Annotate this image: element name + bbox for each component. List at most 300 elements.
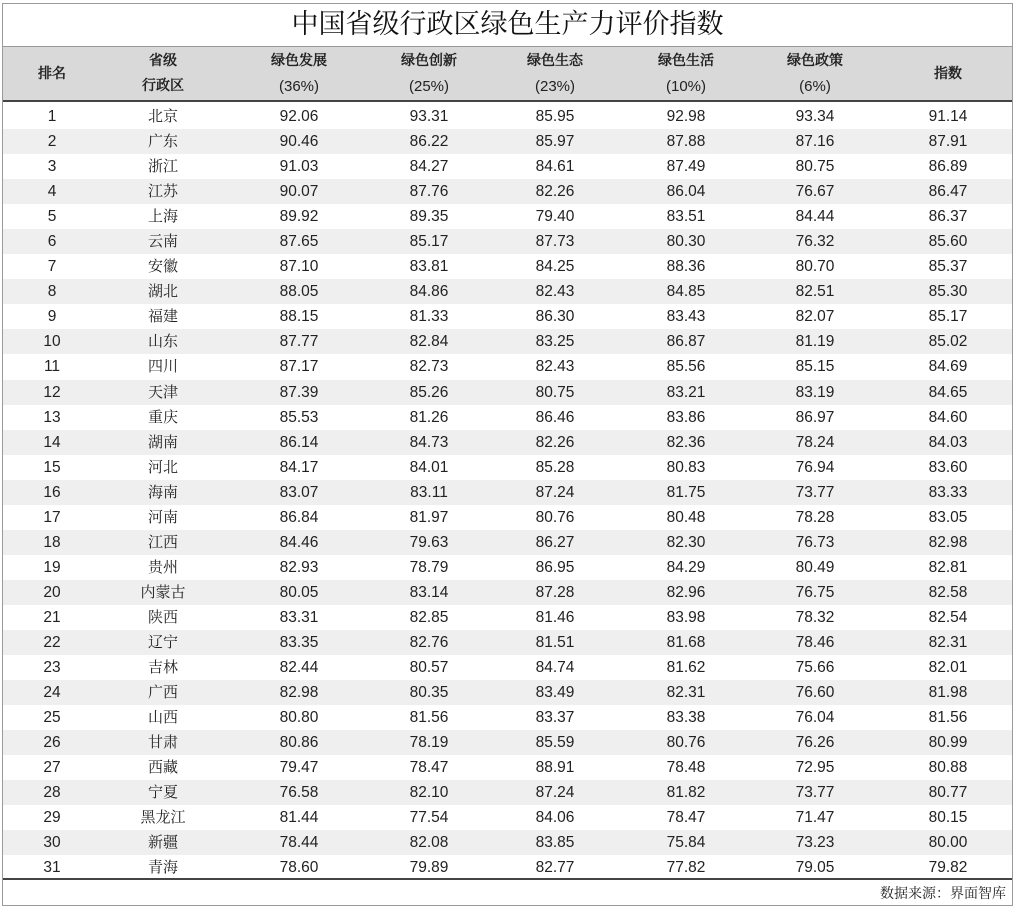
cell-green-ecology: 85.95 xyxy=(535,108,575,125)
cell-province: 广东 xyxy=(147,132,178,151)
cell-green-ecology: 88.91 xyxy=(535,759,575,777)
cell-rank: 28 xyxy=(43,784,61,802)
cell-index: 80.88 xyxy=(928,759,968,777)
table-row xyxy=(3,580,1012,605)
cell-green-development: 86.14 xyxy=(279,433,319,451)
cell-green-development: 86.84 xyxy=(279,508,319,526)
cell-green-development: 78.44 xyxy=(279,834,319,852)
cell-green-development: 87.77 xyxy=(279,333,319,351)
cell-green-ecology: 79.40 xyxy=(535,208,575,226)
cell-green-ecology: 82.77 xyxy=(535,859,575,877)
cell-green-life: 83.98 xyxy=(666,608,706,626)
cell-green-development: 81.44 xyxy=(279,809,319,827)
cell-province: 浙江 xyxy=(147,157,178,176)
cell-rank: 23 xyxy=(43,659,61,677)
cell-rank: 7 xyxy=(47,258,57,276)
cell-green-innovation: 93.31 xyxy=(409,108,449,125)
cell-province: 江苏 xyxy=(147,182,178,201)
cell-rank: 30 xyxy=(43,834,61,852)
cell-green-life: 83.51 xyxy=(666,208,706,226)
cell-index: 91.14 xyxy=(928,108,968,125)
cell-index: 79.82 xyxy=(928,859,968,877)
cell-green-policy: 93.34 xyxy=(795,108,835,125)
cell-index: 86.47 xyxy=(928,183,968,201)
cell-green-development: 87.17 xyxy=(279,358,319,376)
cell-rank: 1 xyxy=(47,108,57,125)
cell-green-policy: 80.75 xyxy=(795,158,835,176)
cell-green-innovation: 80.35 xyxy=(409,684,449,702)
header-sublabel: (10%) xyxy=(665,78,706,95)
cell-green-policy: 81.19 xyxy=(795,333,835,351)
table-row xyxy=(3,204,1012,229)
table-row xyxy=(3,605,1012,630)
cell-green-ecology: 81.46 xyxy=(535,608,575,626)
cell-index: 86.89 xyxy=(928,158,968,176)
cell-green-innovation: 81.97 xyxy=(409,508,449,526)
cell-rank: 4 xyxy=(47,183,57,201)
cell-green-life: 86.04 xyxy=(666,183,706,201)
cell-green-policy: 76.26 xyxy=(795,734,835,752)
cell-green-policy: 76.04 xyxy=(795,709,835,727)
table-row xyxy=(3,855,1012,880)
table-row xyxy=(3,179,1012,204)
cell-green-ecology: 84.25 xyxy=(535,258,575,276)
cell-green-life: 88.36 xyxy=(666,258,706,276)
cell-green-policy: 84.44 xyxy=(795,208,835,226)
cell-rank: 21 xyxy=(43,608,61,626)
header-green-ecology xyxy=(495,47,615,101)
cell-index: 83.33 xyxy=(928,483,968,501)
cell-green-innovation: 77.54 xyxy=(409,809,449,827)
cell-green-policy: 71.47 xyxy=(795,809,835,827)
cell-green-life: 78.47 xyxy=(666,809,706,827)
cell-green-innovation: 82.73 xyxy=(409,358,449,376)
cell-province: 吉林 xyxy=(147,658,178,677)
cell-rank: 11 xyxy=(43,358,61,376)
table-row xyxy=(3,129,1012,154)
cell-rank: 15 xyxy=(43,458,61,476)
header-label: 绿色发展 xyxy=(271,53,327,69)
cell-rank: 10 xyxy=(43,333,61,351)
cell-green-development: 84.46 xyxy=(279,533,319,551)
cell-green-development: 84.17 xyxy=(279,458,319,476)
table-row xyxy=(3,555,1012,580)
cell-green-ecology: 80.76 xyxy=(535,508,575,526)
cell-green-innovation: 78.19 xyxy=(409,734,449,752)
cell-province: 新疆 xyxy=(147,833,178,852)
cell-province: 山东 xyxy=(147,332,178,351)
cell-green-ecology: 83.37 xyxy=(535,709,575,727)
cell-index: 82.58 xyxy=(928,583,968,601)
cell-green-innovation: 82.76 xyxy=(409,633,449,651)
cell-green-innovation: 87.76 xyxy=(409,183,449,201)
cell-green-policy: 73.77 xyxy=(795,784,835,802)
cell-rank: 22 xyxy=(43,633,61,651)
cell-province: 青海 xyxy=(147,858,178,877)
cell-province: 内蒙古 xyxy=(140,582,186,601)
cell-green-development: 79.47 xyxy=(279,759,319,777)
table-row xyxy=(3,254,1012,279)
cell-green-life: 80.76 xyxy=(666,734,706,752)
table-row xyxy=(3,480,1012,505)
cell-green-life: 81.82 xyxy=(666,784,706,802)
cell-green-policy: 78.28 xyxy=(795,508,835,526)
header-index xyxy=(888,47,1008,101)
cell-green-policy: 72.95 xyxy=(795,759,835,777)
cell-green-ecology: 84.06 xyxy=(535,809,575,827)
cell-rank: 6 xyxy=(47,233,57,251)
cell-index: 84.65 xyxy=(928,383,968,401)
cell-rank: 31 xyxy=(43,859,61,877)
cell-green-innovation: 81.26 xyxy=(409,408,449,426)
cell-green-policy: 78.32 xyxy=(795,608,835,626)
cell-rank: 29 xyxy=(43,809,61,827)
cell-green-innovation: 86.22 xyxy=(409,133,449,151)
cell-green-life: 78.48 xyxy=(666,759,706,777)
cell-province: 陕西 xyxy=(147,607,178,626)
cell-rank: 17 xyxy=(43,508,61,526)
cell-province: 天津 xyxy=(147,382,178,401)
cell-green-development: 83.35 xyxy=(279,633,319,651)
cell-green-development: 80.05 xyxy=(279,583,319,601)
cell-rank: 26 xyxy=(43,734,61,752)
cell-green-ecology: 81.51 xyxy=(535,633,575,651)
cell-green-policy: 85.15 xyxy=(795,358,835,376)
cell-green-development: 82.98 xyxy=(279,684,319,702)
cell-green-innovation: 82.84 xyxy=(409,333,449,351)
cell-index: 84.60 xyxy=(928,408,968,426)
table-row xyxy=(3,329,1012,354)
cell-green-life: 86.87 xyxy=(666,333,706,351)
cell-green-ecology: 82.43 xyxy=(535,358,575,376)
cell-green-life: 82.30 xyxy=(666,533,706,551)
cell-green-innovation: 81.33 xyxy=(409,308,449,326)
header-label: 排名 xyxy=(38,65,66,82)
cell-green-innovation: 84.27 xyxy=(409,158,449,176)
cell-green-ecology: 87.24 xyxy=(535,784,575,802)
cell-green-development: 80.80 xyxy=(279,709,319,727)
cell-green-development: 85.53 xyxy=(279,408,319,426)
cell-green-ecology: 85.59 xyxy=(535,734,575,752)
cell-green-development: 92.06 xyxy=(279,108,319,125)
cell-index: 85.37 xyxy=(928,258,968,276)
cell-province: 山西 xyxy=(147,708,178,727)
cell-rank: 8 xyxy=(47,283,57,301)
table-row xyxy=(3,430,1012,455)
cell-rank: 27 xyxy=(43,759,61,777)
cell-index: 82.54 xyxy=(928,608,968,626)
cell-green-life: 92.98 xyxy=(666,108,706,125)
cell-rank: 14 xyxy=(43,433,61,451)
cell-green-development: 83.07 xyxy=(279,483,319,501)
cell-index: 85.17 xyxy=(928,308,968,326)
cell-green-innovation: 84.86 xyxy=(409,283,449,301)
table-body xyxy=(3,104,1012,880)
cell-index: 84.69 xyxy=(928,358,968,376)
cell-index: 85.30 xyxy=(928,283,968,301)
cell-rank: 3 xyxy=(47,158,57,176)
header-rank xyxy=(12,47,92,101)
cell-green-policy: 78.46 xyxy=(795,633,835,651)
cell-green-policy: 76.32 xyxy=(795,233,835,251)
cell-green-development: 76.58 xyxy=(279,784,319,802)
cell-green-ecology: 87.28 xyxy=(535,583,575,601)
cell-green-development: 87.10 xyxy=(279,258,319,276)
cell-index: 81.98 xyxy=(928,684,968,702)
cell-green-innovation: 82.08 xyxy=(409,834,449,852)
cell-index: 80.00 xyxy=(928,834,968,852)
table-row xyxy=(3,780,1012,805)
cell-green-innovation: 83.81 xyxy=(409,258,449,276)
cell-green-development: 91.03 xyxy=(279,158,319,176)
cell-green-policy: 76.67 xyxy=(795,183,835,201)
cell-index: 83.60 xyxy=(928,458,968,476)
cell-green-development: 90.46 xyxy=(279,133,319,151)
cell-rank: 25 xyxy=(43,709,61,727)
cell-green-innovation: 83.14 xyxy=(409,583,449,601)
cell-green-ecology: 86.27 xyxy=(535,533,575,551)
cell-green-ecology: 85.97 xyxy=(535,133,575,151)
header-label: 绿色生活 xyxy=(658,53,714,69)
cell-index: 80.99 xyxy=(928,734,968,752)
cell-green-life: 84.29 xyxy=(666,558,706,576)
cell-index: 86.37 xyxy=(928,208,968,226)
cell-green-development: 88.05 xyxy=(279,283,319,301)
cell-green-ecology: 84.74 xyxy=(535,659,575,677)
cell-green-policy: 76.75 xyxy=(795,583,835,601)
header-sublabel: (36%) xyxy=(278,78,319,95)
cell-rank: 2 xyxy=(47,133,57,151)
table-row xyxy=(3,680,1012,705)
header-green-policy xyxy=(755,47,875,101)
cell-green-ecology: 82.26 xyxy=(535,183,575,201)
cell-green-innovation: 89.35 xyxy=(409,208,449,226)
header-label: 绿色政策 xyxy=(787,53,843,69)
cell-rank: 16 xyxy=(43,483,61,501)
cell-green-ecology: 86.46 xyxy=(535,408,575,426)
table-row xyxy=(3,354,1012,379)
cell-rank: 19 xyxy=(43,558,61,576)
header-sublabel: (23%) xyxy=(534,78,575,95)
cell-green-innovation: 83.11 xyxy=(410,483,448,501)
cell-green-ecology: 85.28 xyxy=(535,458,575,476)
cell-green-policy: 76.94 xyxy=(795,458,835,476)
cell-green-life: 77.82 xyxy=(666,859,706,877)
cell-green-ecology: 86.30 xyxy=(535,308,575,326)
table-frame xyxy=(2,3,1013,906)
cell-province: 北京 xyxy=(147,107,178,125)
cell-green-development: 78.60 xyxy=(279,859,319,877)
cell-green-life: 83.21 xyxy=(666,383,706,401)
cell-index: 82.81 xyxy=(928,558,968,576)
cell-green-development: 82.44 xyxy=(279,659,319,677)
cell-index: 82.31 xyxy=(928,633,968,651)
table-row xyxy=(3,380,1012,405)
cell-rank: 13 xyxy=(43,408,61,426)
cell-green-innovation: 79.63 xyxy=(409,533,449,551)
header-sublabel: 行政区 xyxy=(142,78,184,94)
cell-green-life: 87.88 xyxy=(666,133,706,151)
cell-green-ecology: 87.73 xyxy=(535,233,575,251)
table-row xyxy=(3,730,1012,755)
cell-green-development: 82.93 xyxy=(279,558,319,576)
cell-green-innovation: 84.01 xyxy=(409,458,449,476)
cell-green-innovation: 84.73 xyxy=(409,433,449,451)
cell-green-ecology: 82.43 xyxy=(535,283,575,301)
cell-green-policy: 82.51 xyxy=(795,283,835,301)
cell-rank: 18 xyxy=(43,533,61,551)
table-header xyxy=(3,46,1012,102)
cell-green-ecology: 86.95 xyxy=(535,558,575,576)
cell-green-policy: 73.23 xyxy=(795,834,835,852)
cell-province: 四川 xyxy=(147,357,178,376)
table-row xyxy=(3,755,1012,780)
header-green-life xyxy=(626,47,746,101)
cell-rank: 12 xyxy=(43,383,61,401)
cell-province: 宁夏 xyxy=(147,783,178,802)
cell-index: 87.91 xyxy=(928,133,968,151)
cell-green-policy: 76.73 xyxy=(795,533,835,551)
cell-rank: 24 xyxy=(43,684,61,702)
table-title: 中国省级行政区绿色生产力评价指数 xyxy=(291,9,724,40)
cell-province: 重庆 xyxy=(147,407,178,426)
header-label: 省级 xyxy=(149,53,177,69)
cell-green-policy: 78.24 xyxy=(795,433,835,451)
cell-province: 黑龙江 xyxy=(140,808,186,827)
cell-green-policy: 79.05 xyxy=(795,859,835,877)
cell-green-development: 83.31 xyxy=(279,608,319,626)
header-label: 绿色生态 xyxy=(527,53,583,69)
header-sublabel: (6%) xyxy=(799,78,831,95)
table-row xyxy=(3,455,1012,480)
cell-province: 海南 xyxy=(147,482,178,501)
table-row xyxy=(3,505,1012,530)
header-province xyxy=(103,47,223,101)
cell-green-life: 85.56 xyxy=(666,358,706,376)
cell-green-policy: 76.60 xyxy=(795,684,835,702)
cell-green-ecology: 83.25 xyxy=(535,333,575,351)
cell-province: 湖北 xyxy=(147,282,178,301)
header-green-development xyxy=(239,47,359,101)
cell-green-policy: 86.97 xyxy=(795,408,835,426)
cell-green-life: 75.84 xyxy=(666,834,706,852)
data-source-note: 数据来源：界面智库 xyxy=(880,886,1006,902)
table-row xyxy=(3,630,1012,655)
cell-rank: 5 xyxy=(47,208,57,226)
cell-green-innovation: 78.47 xyxy=(409,759,449,777)
cell-province: 云南 xyxy=(147,232,178,251)
cell-index: 81.56 xyxy=(928,709,968,727)
cell-green-life: 83.86 xyxy=(666,408,706,426)
cell-index: 84.03 xyxy=(928,433,968,451)
table-row xyxy=(3,655,1012,680)
table-row xyxy=(3,229,1012,254)
table-row xyxy=(3,805,1012,830)
cell-green-life: 82.36 xyxy=(666,433,706,451)
cell-green-innovation: 81.56 xyxy=(409,709,449,727)
table-row xyxy=(3,304,1012,329)
cell-green-ecology: 80.75 xyxy=(535,383,575,401)
cell-province: 福建 xyxy=(147,307,178,326)
cell-index: 85.60 xyxy=(928,233,968,251)
cell-green-innovation: 82.85 xyxy=(409,608,449,626)
cell-green-innovation: 80.57 xyxy=(409,659,449,677)
cell-green-development: 80.86 xyxy=(279,734,319,752)
table-row xyxy=(3,104,1012,129)
table-row xyxy=(3,705,1012,730)
cell-green-innovation: 85.17 xyxy=(409,233,449,251)
cell-green-policy: 75.66 xyxy=(795,659,835,677)
cell-green-development: 88.15 xyxy=(279,308,319,326)
cell-green-life: 83.38 xyxy=(666,709,706,727)
cell-index: 82.98 xyxy=(928,533,968,551)
table-row xyxy=(3,830,1012,855)
cell-green-life: 84.85 xyxy=(666,283,706,301)
cell-green-ecology: 83.49 xyxy=(535,684,575,702)
header-label: 指数 xyxy=(934,65,962,82)
cell-province: 湖南 xyxy=(147,432,178,451)
cell-province: 西藏 xyxy=(147,758,178,777)
cell-rank: 20 xyxy=(43,583,61,601)
cell-green-life: 83.43 xyxy=(666,308,706,326)
cell-green-development: 87.39 xyxy=(279,383,319,401)
cell-green-life: 81.68 xyxy=(666,633,706,651)
cell-green-life: 81.75 xyxy=(666,483,706,501)
header-sublabel: (25%) xyxy=(408,78,449,95)
table-row xyxy=(3,405,1012,430)
cell-green-development: 90.07 xyxy=(279,183,319,201)
cell-green-policy: 82.07 xyxy=(795,308,835,326)
cell-green-innovation: 82.10 xyxy=(409,784,449,802)
cell-green-ecology: 83.85 xyxy=(535,834,575,852)
cell-province: 辽宁 xyxy=(147,632,178,651)
cell-province: 贵州 xyxy=(147,557,178,576)
table-row xyxy=(3,530,1012,555)
cell-province: 甘肃 xyxy=(147,733,178,752)
cell-green-life: 80.48 xyxy=(666,508,706,526)
cell-province: 广西 xyxy=(147,683,178,702)
cell-green-development: 87.65 xyxy=(279,233,319,251)
cell-green-life: 80.30 xyxy=(666,233,706,251)
cell-green-policy: 73.77 xyxy=(795,483,835,501)
cell-green-ecology: 87.24 xyxy=(535,483,575,501)
cell-province: 上海 xyxy=(147,207,178,226)
cell-province: 江西 xyxy=(147,532,178,551)
cell-green-policy: 87.16 xyxy=(795,133,835,151)
table-row xyxy=(3,279,1012,304)
cell-index: 80.15 xyxy=(928,809,968,827)
cell-index: 85.02 xyxy=(928,333,968,351)
cell-green-innovation: 78.79 xyxy=(409,558,449,576)
cell-green-life: 82.96 xyxy=(666,583,706,601)
cell-green-policy: 80.49 xyxy=(795,558,835,576)
cell-green-life: 81.62 xyxy=(666,659,706,677)
cell-index: 82.01 xyxy=(928,659,968,677)
cell-province: 河北 xyxy=(147,457,178,476)
cell-index: 83.05 xyxy=(928,508,968,526)
cell-green-policy: 80.70 xyxy=(795,258,835,276)
cell-province: 安徽 xyxy=(147,257,178,276)
cell-green-life: 82.31 xyxy=(666,684,706,702)
table-row xyxy=(3,154,1012,179)
cell-green-policy: 83.19 xyxy=(795,383,835,401)
cell-green-life: 80.83 xyxy=(666,458,706,476)
cell-green-development: 89.92 xyxy=(279,208,319,226)
cell-index: 80.77 xyxy=(928,784,968,802)
cell-rank: 9 xyxy=(47,308,57,326)
header-label: 绿色创新 xyxy=(401,53,457,69)
header-green-innovation xyxy=(369,47,489,101)
